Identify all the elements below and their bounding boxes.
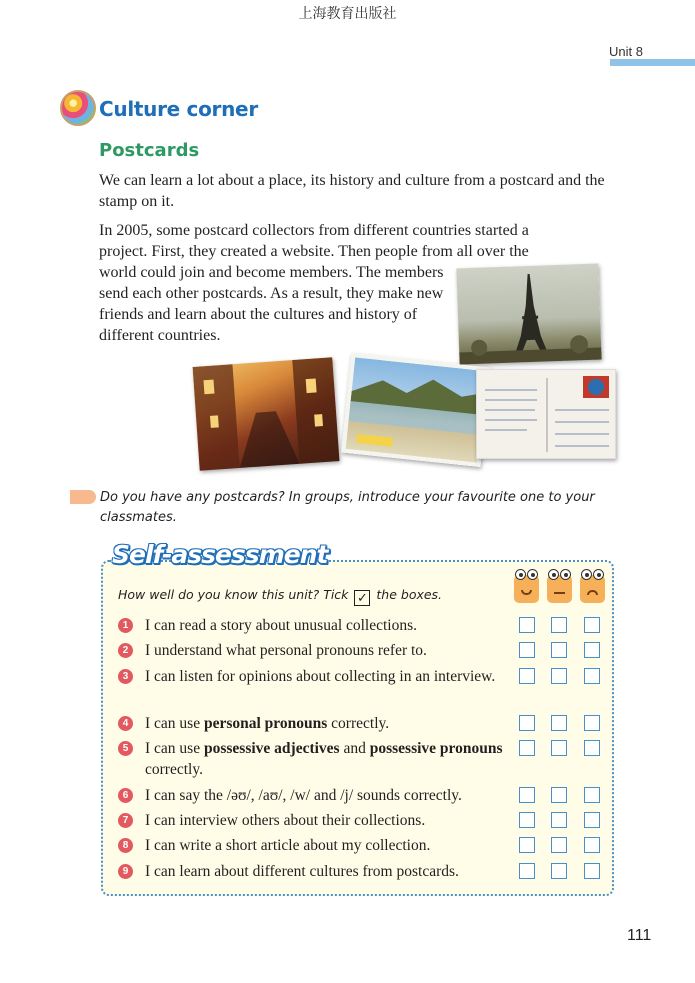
item-text: I can say the /əʊ/, /aʊ/, /w/ and /j/ sounds correctly.	[145, 787, 462, 804]
street-postcard	[193, 357, 340, 471]
sad-checkbox[interactable]	[584, 642, 600, 658]
assessment-item	[118, 785, 518, 806]
sad-checkbox[interactable]	[584, 812, 600, 828]
happy-checkbox[interactable]	[519, 617, 535, 633]
assessment-item	[118, 640, 518, 661]
culture-corner-icon	[60, 90, 96, 126]
question-text-before: How well do you know this unit? Tick	[118, 587, 349, 602]
item-text: I can interview others about their collections.	[145, 812, 426, 829]
item-number: 2	[118, 643, 133, 658]
item-number: 6	[118, 788, 133, 803]
lake-postcard	[341, 353, 491, 467]
self-assessment-title: Self-assessment	[112, 540, 328, 569]
item-number: 4	[118, 716, 133, 731]
happy-checkbox[interactable]	[519, 837, 535, 853]
sad-checkbox[interactable]	[584, 837, 600, 853]
assessment-item	[118, 861, 518, 882]
happy-checkbox[interactable]	[519, 812, 535, 828]
question-text-after: the boxes.	[376, 587, 443, 602]
assessment-item	[118, 835, 518, 856]
assessment-item	[118, 666, 518, 687]
happy-checkbox[interactable]	[519, 642, 535, 658]
sad-checkbox[interactable]	[584, 863, 600, 879]
section-title: Culture corner	[99, 97, 258, 121]
neutral-checkbox[interactable]	[551, 812, 567, 828]
discussion-task: Do you have any postcards? In groups, introduce your favourite one to your classmates.	[100, 490, 595, 525]
neutral-checkbox[interactable]	[551, 642, 567, 658]
unit-bar	[610, 59, 695, 66]
item-text: I can use personal pronouns correctly.	[145, 715, 390, 732]
sad-face-icon	[580, 575, 605, 603]
paragraph-1: We can learn a lot about a place, its history and culture from a postcard and the stamp on it.	[99, 172, 605, 210]
neutral-checkbox[interactable]	[551, 617, 567, 633]
happy-checkbox[interactable]	[519, 740, 535, 756]
eiffel-tower-postcard	[456, 264, 601, 365]
subtitle: Postcards	[99, 140, 200, 161]
paragraph-2: In 2005, some postcard collectors from different countries started a project. First, they created a website. Then people from all over the	[99, 222, 529, 260]
item-number: 9	[118, 864, 133, 879]
item-text: I understand what personal pronouns refer to.	[145, 642, 427, 659]
neutral-checkbox[interactable]	[551, 837, 567, 853]
neutral-checkbox[interactable]	[551, 715, 567, 731]
publisher-header: 上海教育出版社	[298, 6, 397, 22]
assessment-item	[118, 615, 518, 636]
unit-label: Unit 8	[609, 44, 643, 59]
happy-face-icon	[514, 575, 539, 603]
assessment-item	[118, 738, 518, 780]
sad-checkbox[interactable]	[584, 787, 600, 803]
item-number: 8	[118, 838, 133, 853]
sad-checkbox[interactable]	[584, 668, 600, 684]
sad-checkbox[interactable]	[584, 617, 600, 633]
paragraph-3: world could join and become members. The members send each other postcards. As a result, they make new friends and learn about the cultures and history of different countries.	[99, 264, 444, 344]
assessment-item	[118, 713, 518, 734]
written-postcard	[476, 369, 616, 459]
task-marker	[70, 490, 96, 504]
happy-checkbox[interactable]	[519, 668, 535, 684]
item-text: I can listen for opinions about collecting in an interview.	[145, 668, 496, 685]
item-number: 3	[118, 669, 133, 684]
item-text: I can use possessive adjectives and possessive pronouns correctly.	[145, 740, 503, 778]
assessment-item	[118, 810, 518, 831]
neutral-checkbox[interactable]	[551, 863, 567, 879]
self-assessment-question	[118, 587, 442, 606]
happy-checkbox[interactable]	[519, 787, 535, 803]
tick-icon: ✓	[354, 590, 370, 606]
item-number: 1	[118, 618, 133, 633]
neutral-face-icon	[547, 575, 572, 603]
neutral-checkbox[interactable]	[551, 787, 567, 803]
neutral-checkbox[interactable]	[551, 668, 567, 684]
item-number: 5	[118, 741, 133, 756]
happy-checkbox[interactable]	[519, 715, 535, 731]
item-text: I can learn about different cultures from postcards.	[145, 863, 459, 880]
neutral-checkbox[interactable]	[551, 740, 567, 756]
item-text: I can read a story about unusual collections.	[145, 617, 418, 634]
sad-checkbox[interactable]	[584, 715, 600, 731]
happy-checkbox[interactable]	[519, 863, 535, 879]
item-number: 7	[118, 813, 133, 828]
sad-checkbox[interactable]	[584, 740, 600, 756]
item-text: I can write a short article about my collection.	[145, 837, 431, 854]
page-number: 111	[627, 927, 652, 944]
